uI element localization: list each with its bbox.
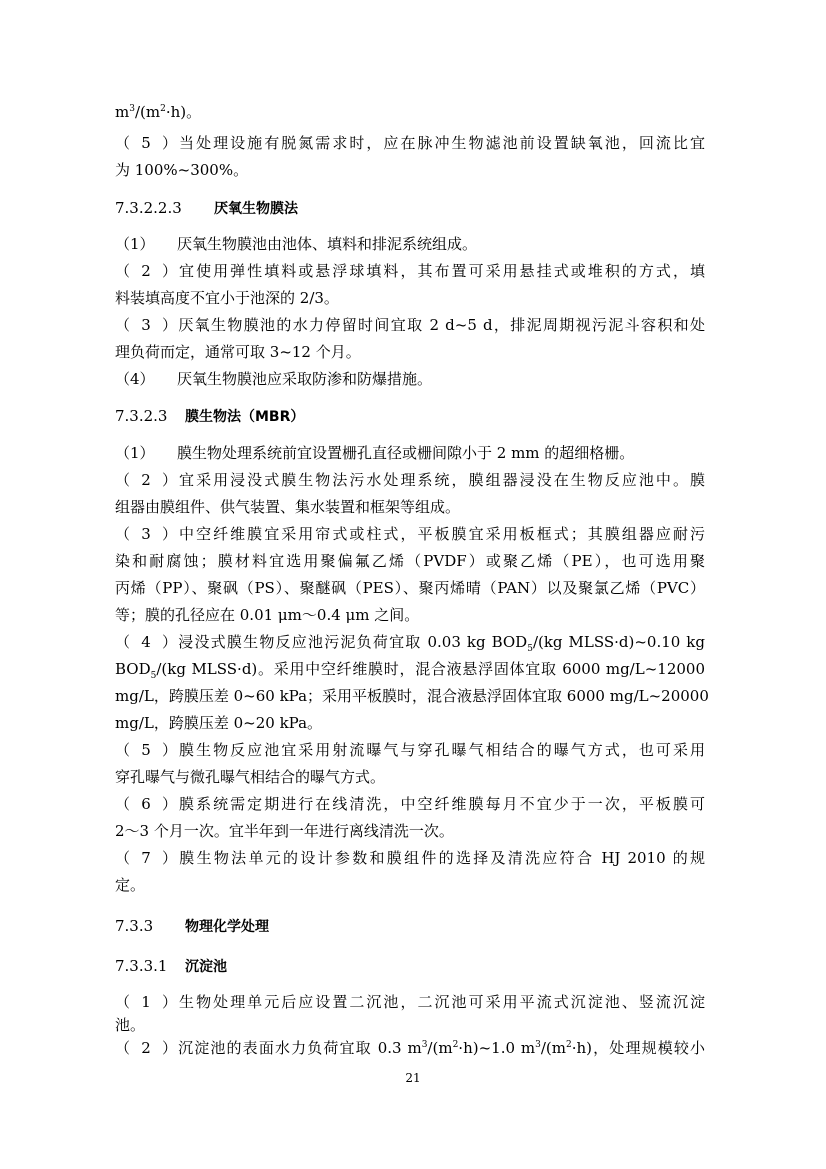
list-number: （3） [115, 316, 177, 334]
list-number: （2） [115, 262, 177, 280]
section-heading: 7.3.3.1 沉淀池 [115, 957, 227, 975]
list-number: （4） [115, 633, 177, 651]
page-number: 21 [405, 1071, 421, 1085]
list-number: （5） [115, 741, 177, 759]
text-line: （4）浸没式膜生物反应池污泥负荷宜取 0.03 kg $BOD_5/(kg$ MLSS·d)~0.10 kg [115, 630, 705, 654]
text-line: （3）中空纤维膜宜采用帘式或柱式，平板膜宜采用板框式；其膜组器应耐污 [115, 522, 705, 546]
text-line: （3）厌氧生物膜池的水力停留时间宜取 2 d~5 d，排泥周期视污泥斗容积和处 [115, 313, 705, 337]
text-line: 为 100%~300%。 [115, 161, 249, 179]
text-line: $m^3/(m^2\cdot h)$。 [115, 103, 202, 121]
list-number: （6） [115, 795, 177, 813]
section-heading: 7.3.2.3 膜生物法（MBR） [115, 407, 305, 425]
text-line: 丙烯（PP）、聚砜（PS）、聚醚砜（PES）、聚丙烯晴（PAN）以及聚氯乙烯（PVC） [115, 579, 705, 597]
text-line: （4） 厌氧生物膜池应采取防渗和防爆措施。 [115, 367, 705, 391]
list-number: （4） [115, 370, 155, 388]
text-line: 组器由膜组件、供气装置、集水装置和框架等组成。 [115, 498, 461, 516]
text-line: 等；膜的孔径应在 0.01 μm～0.4 μm 之间。 [115, 606, 420, 624]
text-line: mg/L，跨膜压差 0~60 kPa；采用平板膜时，混合液悬浮固体宜取 6000 mg/L~20000 [115, 687, 709, 705]
text-line: （1） 厌氧生物膜池由池体、填料和排泥系统组成。 [115, 232, 705, 256]
text-line: 定。 [115, 876, 146, 894]
text-line: （5）当处理设施有脱氮需求时，应在脉冲生物滤池前设置缺氧池，回流比宜 [115, 131, 705, 155]
text-line: （7）膜生物法单元的设计参数和膜组件的选择及清洗应符合 HJ 2010 的规 [115, 846, 705, 870]
text-line: $BOD_5/(kg$ MLSS·d)。采用中空纤维膜时，混合液悬浮固体宜取 6000 mg/L~12000 [115, 660, 705, 681]
list-number: （5） [115, 134, 177, 152]
text-line: 料装填高度不宜小于池深的 2/3。 [115, 289, 339, 307]
list-number: （3） [115, 525, 177, 543]
list-number: （2） [115, 471, 177, 489]
text-line: 2～3 个月一次。宜半年到一年进行离线清洗一次。 [115, 822, 454, 840]
text-line: （1） 膜生物处理系统前宜设置栅孔直径或栅间隙小于 2 mm 的超细格栅。 [115, 441, 705, 465]
text-line: （2）宜使用弹性填料或悬浮球填料，其布置可采用悬挂式或堆积的方式，填 [115, 259, 705, 283]
list-number: （2） [115, 1039, 177, 1057]
text-line: mg/L，跨膜压差 0~20 kPa。 [115, 714, 323, 732]
text-line: （2）宜采用浸没式膜生物法污水处理系统，膜组器浸没在生物反应池中。膜 [115, 468, 705, 492]
text-line: 池。 [115, 1016, 146, 1034]
text-line: （6）膜系统需定期进行在线清洗，中空纤维膜每月不宜少于一次，平板膜可 [115, 792, 705, 816]
section-heading: 7.3.3 物理化学处理 [115, 917, 269, 935]
list-number: （7） [115, 849, 177, 867]
text-line: （2）沉淀池的表面水力负荷宜取 0.3 $m^3/(m^2\cdot h)\sim 1.0$ $m^3/(m^2\cdot h)$，处理规模较小 [115, 1036, 705, 1060]
text-line: （5）膜生物反应池宜采用射流曝气与穿孔曝气相结合的曝气方式，也可采用 [115, 738, 705, 762]
list-number: （1） [115, 993, 177, 1011]
section-heading: 7.3.2.2.3 厌氧生物膜法 [115, 199, 298, 217]
text-line: （1）生物处理单元后应设置二沉池，二沉池可采用平流式沉淀池、竖流沉淀 [115, 990, 705, 1014]
list-number: （1） [115, 444, 155, 462]
text-line: 染和耐腐蚀；膜材料宜选用聚偏氟乙烯（PVDF）或聚乙烯（PE），也可选用聚 [115, 552, 705, 570]
list-number: （1） [115, 235, 155, 253]
text-line: 穿孔曝气与微孔曝气相结合的曝气方式。 [115, 768, 386, 786]
text-line: 理负荷而定，通常可取 3~12 个月。 [115, 343, 361, 361]
